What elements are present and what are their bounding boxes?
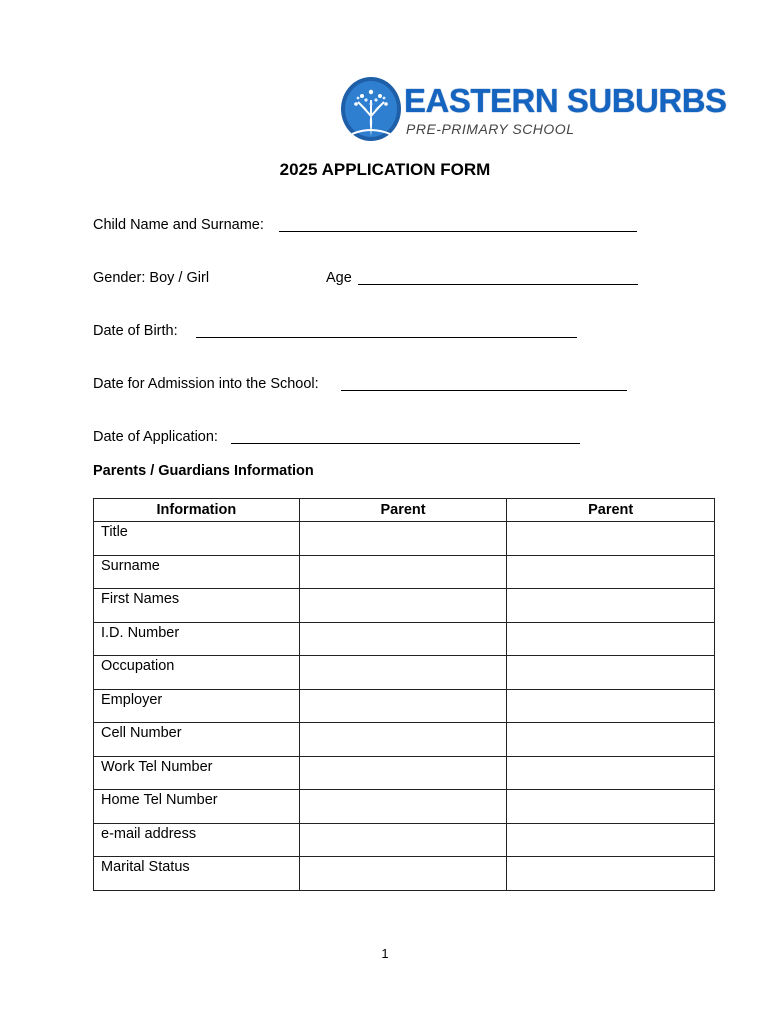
table-row: [94, 689, 715, 723]
parent-1-input-cell[interactable]: [299, 555, 507, 589]
parent-1-input-cell[interactable]: [299, 656, 507, 690]
admission-date-field[interactable]: [341, 390, 627, 391]
child-name-label: Child Name and Surname:: [93, 217, 264, 233]
school-logo: [340, 76, 727, 142]
table-row: [94, 790, 715, 824]
row-label: First Names: [94, 589, 300, 623]
parent-1-input-cell[interactable]: [299, 790, 507, 824]
table-row: [94, 823, 715, 857]
parent-1-input-cell[interactable]: [299, 756, 507, 790]
header-parent-1: Parent: [299, 499, 507, 522]
table-row: [94, 656, 715, 690]
logo-subtitle: PRE-PRIMARY SCHOOL: [406, 121, 575, 137]
dob-field[interactable]: [196, 337, 577, 338]
row-label: Surname: [94, 555, 300, 589]
parent-1-input-cell[interactable]: [299, 589, 507, 623]
dob-label: Date of Birth:: [93, 323, 178, 339]
gender-label: Gender: Boy / Girl: [93, 270, 210, 286]
row-label: Marital Status: [94, 857, 300, 891]
parent-1-input-cell[interactable]: [299, 823, 507, 857]
table-row: [94, 555, 715, 589]
tree-emblem-icon: [340, 76, 402, 142]
parent-2-input-cell[interactable]: [507, 756, 715, 790]
age-field[interactable]: [358, 284, 638, 285]
row-label: I.D. Number: [94, 622, 300, 656]
parent-2-input-cell[interactable]: [507, 723, 715, 757]
child-name-field[interactable]: [279, 231, 637, 232]
parent-1-input-cell[interactable]: [299, 689, 507, 723]
table-row: [94, 522, 715, 556]
table-row: [94, 589, 715, 623]
parent-1-input-cell[interactable]: [299, 857, 507, 891]
admission-date-label: Date for Admission into the School:: [93, 376, 319, 392]
row-label: Work Tel Number: [94, 756, 300, 790]
parent-2-input-cell[interactable]: [507, 656, 715, 690]
form-title: 2025 APPLICATION FORM: [279, 160, 491, 179]
header-information: Information: [94, 499, 300, 522]
parent-1-input-cell[interactable]: [299, 522, 507, 556]
parent-2-input-cell[interactable]: [507, 689, 715, 723]
table-row: [94, 723, 715, 757]
table-row: [94, 622, 715, 656]
parent-1-input-cell[interactable]: [299, 622, 507, 656]
table-header-row: [94, 499, 715, 522]
parent-2-input-cell[interactable]: [507, 790, 715, 824]
parents-table: [93, 498, 715, 891]
row-label: Employer: [94, 689, 300, 723]
row-label: Title: [94, 522, 300, 556]
header-parent-2: Parent: [507, 499, 715, 522]
parent-2-input-cell[interactable]: [507, 555, 715, 589]
parent-2-input-cell[interactable]: [507, 522, 715, 556]
application-date-field[interactable]: [231, 443, 580, 444]
logo-school-name: EASTERN SUBURBS: [404, 82, 727, 119]
section-heading: Parents / Guardians Information: [93, 463, 314, 479]
row-label: Occupation: [94, 656, 300, 690]
row-label: Cell Number: [94, 723, 300, 757]
row-label: e-mail address: [94, 823, 300, 857]
row-label: Home Tel Number: [94, 790, 300, 824]
table-row: [94, 857, 715, 891]
table-row: [94, 756, 715, 790]
parent-2-input-cell[interactable]: [507, 857, 715, 891]
parent-2-input-cell[interactable]: [507, 589, 715, 623]
parent-2-input-cell[interactable]: [507, 823, 715, 857]
page-number: 1: [381, 946, 389, 961]
parent-2-input-cell[interactable]: [507, 622, 715, 656]
application-date-label: Date of Application:: [93, 429, 218, 445]
age-label: Age: [326, 270, 352, 286]
parent-1-input-cell[interactable]: [299, 723, 507, 757]
